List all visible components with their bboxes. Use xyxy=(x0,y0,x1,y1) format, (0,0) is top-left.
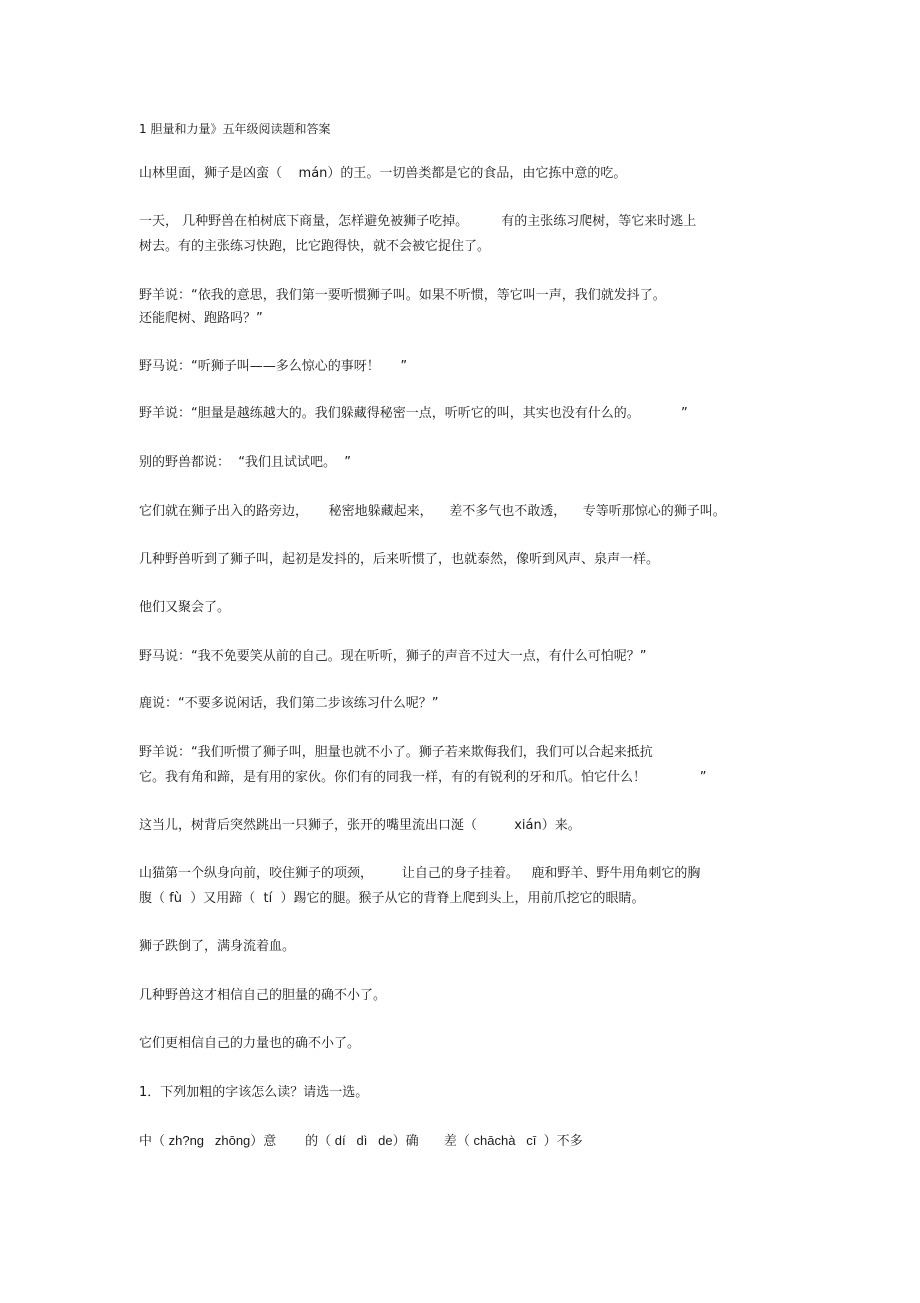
paragraph-line: 山林里面，狮子是凶蛮（ mán）的王。一切兽类都是它的食品，由它拣中意的吃。 xyxy=(139,166,627,181)
paragraph-line: 鹿说：“不要多说闲话，我们第二步该练习什么呢？” xyxy=(139,696,439,711)
document-title: 1 胆量和力量》五年级阅读题和答案 xyxy=(139,122,331,136)
paragraph-line: 山猫第一个纵身向前，咬住狮子的项颈， 让自己的身子挂着。 鹿和野羊、野牛用角刺它的胸 xyxy=(139,866,701,881)
paragraph-line: 它们更相信自己的力量也的确不小了。 xyxy=(139,1036,361,1051)
paragraph-line: 这当儿，树背后突然跳出一只狮子，张开的嘴里流出口涎（ xián）来。 xyxy=(139,818,581,833)
paragraph-line: 腹（ fù ）又用蹄（ tí ）踢它的腿。猴子从它的背脊上爬到头上，用前爪挖它的眼睛。 xyxy=(139,891,645,906)
question-options: 中（ zh?ng zhōng）意 的（ dí dì de）确 差（ chāchà cī ）不多 xyxy=(139,1133,583,1148)
paragraph-line: 野羊说：“我们听惯了狮子叫，胆量也就不小了。狮子若来欺侮我们，我们可以合起来抵抗 xyxy=(139,745,653,760)
question-heading: 1．下列加粗的字该怎么读？请选一选。 xyxy=(139,1085,369,1100)
paragraph-line: 野羊说：“依我的意思，我们第一要听惯狮子叫。如果不听惯，等它叫一声，我们就发抖了。 xyxy=(139,288,666,303)
paragraph-line: 他们又聚会了。 xyxy=(139,600,231,615)
paragraph-line: 野马说：“听狮子叫——多么惊心的事呀！ ” xyxy=(139,359,408,374)
paragraph-line: 树去。有的主张练习快跑，比它跑得快，就不会被它捉住了。 xyxy=(139,239,491,254)
paragraph-line: 几种野兽这才相信自己的胆量的确不小了。 xyxy=(139,988,387,1003)
paragraph-line: 野马说：“我不免要笑从前的自己。现在听听，狮子的声音不过大一点，有什么可怕呢？” xyxy=(139,649,647,664)
paragraph-line: 野羊说：“胆量是越练越大的。我们躲藏得秘密一点，听听它的叫，其实也没有什么的。 ” xyxy=(139,406,688,421)
paragraph-line: 还能爬树、跑路吗？” xyxy=(139,311,263,326)
paragraph-line: 狮子跌倒了，满身流着血。 xyxy=(139,939,296,954)
paragraph-line: 一天， 几种野兽在柏树底下商量，怎样避免被狮子吃掉。 有的主张练习爬树，等它来时逃上 xyxy=(139,214,697,229)
paragraph-line: 别的野兽都说： “我们且试试吧。 ” xyxy=(139,455,351,470)
paragraph-line: 它们就在狮子出入的路旁边， 秘密地躲藏起来， 差不多气也不敢透， 专等听那惊心的狮子叫。 xyxy=(139,504,726,519)
paragraph-line: 它。我有角和蹄，是有用的家伙。你们有的同我一样，有的有锐利的牙和爪。怕它什么！ ” xyxy=(139,770,707,785)
paragraph-line: 几种野兽听到了狮子叫，起初是发抖的，后来听惯了，也就泰然，像听到风声、泉声一样。 xyxy=(139,552,660,567)
